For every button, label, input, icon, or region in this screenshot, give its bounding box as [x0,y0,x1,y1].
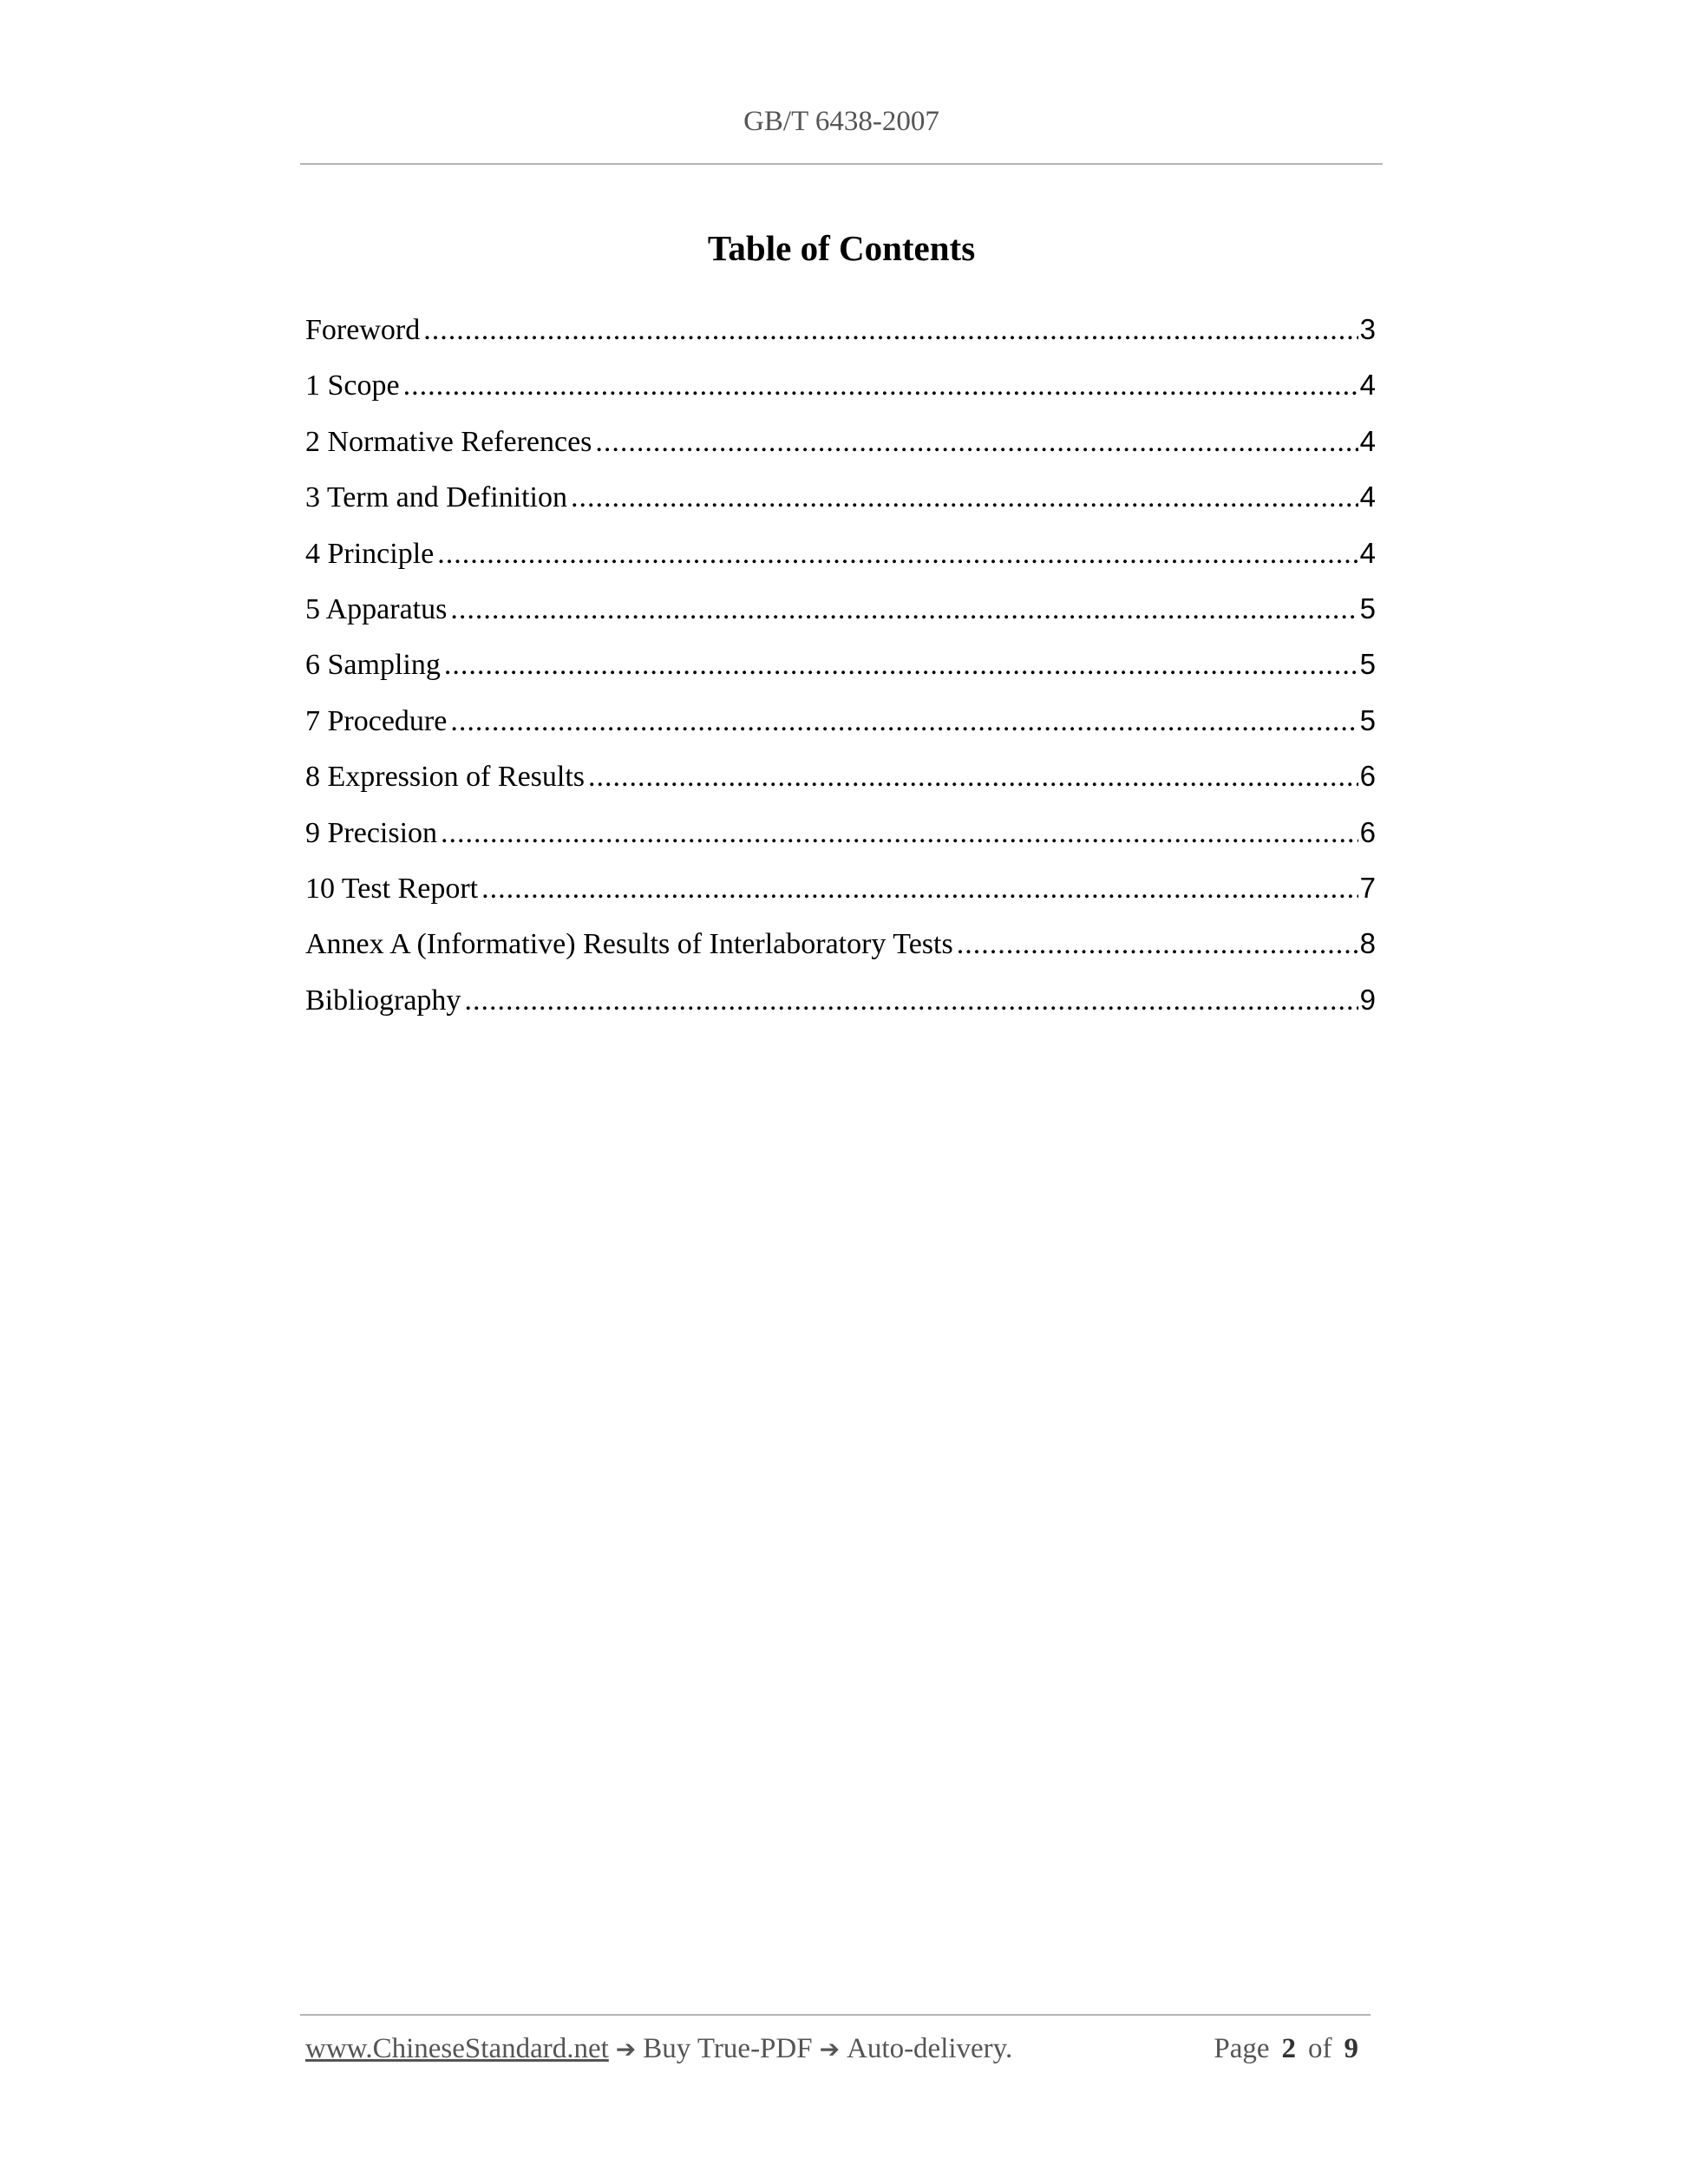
arrow-right-icon: ➔ [819,2035,841,2063]
toc-entry-expression-of-results[interactable] [305,755,1376,811]
table-of-contents [305,309,1376,1035]
toc-entry-page: 5 [1359,592,1376,624]
toc-entry-label: 10 Test Report [305,872,479,905]
header-divider [300,163,1383,165]
toc-entry-label: 6 Sampling [305,649,441,682]
arrow-right-icon: ➔ [615,2035,637,2063]
footer-step-buy: Buy True-PDF [643,2033,813,2064]
toc-entry-page: 7 [1359,871,1376,904]
toc-entry-page: 6 [1359,815,1376,848]
dot-leader [444,644,1358,686]
toc-entry-page: 4 [1359,424,1376,457]
toc-entry-page: 9 [1359,983,1376,1016]
dot-leader [464,980,1358,1022]
toc-entry-normative-references[interactable] [305,421,1376,476]
footer-step-delivery: Auto-delivery. [847,2033,1013,2064]
toc-entry-label: 4 Principle [305,537,435,570]
toc-entry-page: 4 [1359,369,1376,402]
toc-entry-label: 3 Term and Definition [305,481,567,514]
toc-entry-procedure[interactable] [305,700,1376,755]
site-link[interactable]: www.ChineseStandard.net [305,2033,609,2064]
footer-promo [305,2033,1012,2065]
toc-entry-annex-a[interactable] [305,923,1376,978]
dot-leader [441,813,1358,854]
toc-title: Table of Contents [707,228,976,268]
current-page: 2 [1281,2033,1296,2064]
toc-entry-label: Annex A (Informative) Results of Interlaboratory Tests [305,928,953,961]
footer-divider [300,2014,1371,2016]
page-header: GB/T 6438-2007 [743,106,939,137]
dot-leader [588,756,1358,798]
toc-entry-foreword[interactable] [305,309,1376,364]
toc-entry-label: Bibliography [305,984,461,1017]
toc-entry-page: 4 [1359,481,1376,513]
toc-entry-apparatus[interactable] [305,588,1376,644]
toc-entry-label: 1 Scope [305,369,400,402]
toc-entry-page: 8 [1359,927,1376,960]
dot-leader [450,701,1358,742]
dot-leader [403,365,1358,407]
dot-leader [450,589,1358,631]
toc-entry-label: 5 Apparatus [305,592,448,625]
toc-entry-label: Foreword [305,314,421,346]
toc-entry-test-report[interactable] [305,867,1376,923]
total-pages: 9 [1344,2033,1358,2064]
toc-entry-sampling[interactable] [305,644,1376,699]
toc-entry-page: 4 [1359,536,1376,569]
toc-entry-principle[interactable] [305,533,1376,588]
dot-leader [571,477,1358,519]
toc-entry-label: 7 Procedure [305,704,448,737]
dot-leader [423,310,1358,351]
toc-entry-page: 3 [1359,313,1376,345]
toc-entry-page: 6 [1359,760,1376,793]
toc-entry-page: 5 [1359,703,1376,736]
toc-entry-term-and-definition[interactable] [305,476,1376,532]
dot-leader [481,868,1358,910]
dot-leader [595,422,1358,463]
page-word: Page [1214,2033,1270,2064]
page-footer [305,2033,1371,2065]
toc-entry-label: 8 Expression of Results [305,761,586,794]
toc-entry-page: 5 [1359,648,1376,681]
dot-leader [437,533,1358,575]
dot-leader [957,924,1358,965]
toc-entry-bibliography[interactable] [305,979,1376,1035]
toc-entry-label: 9 Precision [305,816,438,849]
of-word: of [1308,2033,1332,2064]
page-number [1214,2033,1371,2065]
toc-entry-precision[interactable] [305,812,1376,867]
toc-entry-scope[interactable] [305,364,1376,420]
toc-entry-label: 2 Normative References [305,425,592,458]
